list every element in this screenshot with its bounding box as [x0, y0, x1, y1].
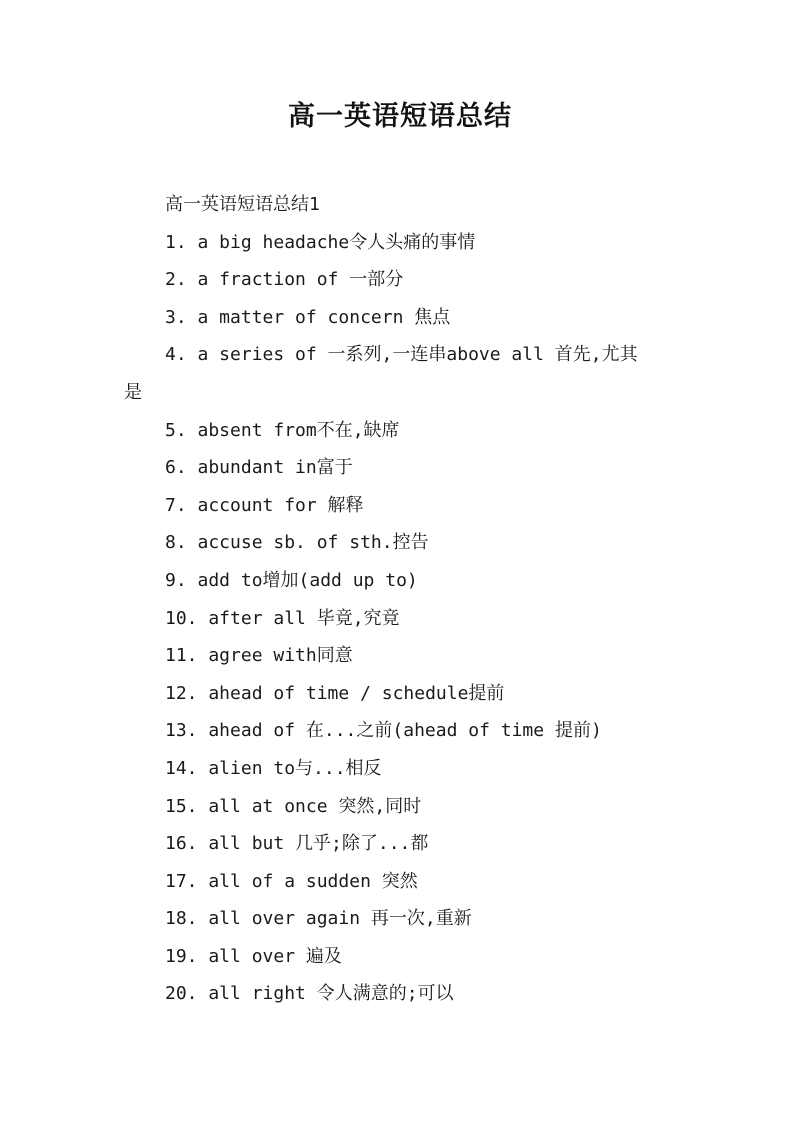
phrase-line: 2. a fraction of 一部分: [165, 269, 404, 291]
phrase-line: 4. a series of 一系列,一连串above all 首先,尤其: [165, 344, 638, 366]
phrase-line: 19. all over 遍及: [165, 945, 342, 967]
phrase-line: 16. all but 几乎;除了...都: [165, 833, 429, 855]
phrase-line: 12. ahead of time / schedule提前: [165, 682, 505, 704]
phrase-line: 11. agree with同意: [165, 645, 353, 667]
document-body: [0, 186, 800, 1013]
phrase-line: 8. accuse sb. of sth.控告: [165, 532, 429, 554]
phrase-line: 3. a matter of concern 焦点: [165, 306, 451, 328]
phrase-line: 1. a big headache令人头痛的事情: [165, 231, 476, 253]
phrase-line: 5. absent from不在,缺席: [165, 419, 400, 441]
phrase-line: 20. all right 令人满意的;可以: [165, 983, 454, 1005]
phrase-line: 15. all at once 突然,同时: [165, 795, 422, 817]
phrase-line-continuation: 是: [124, 381, 142, 403]
phrase-line: 18. all over again 再一次,重新: [165, 908, 472, 930]
phrase-line: 13. ahead of 在...之前(ahead of time 提前): [165, 720, 602, 742]
phrase-line: 7. account for 解释: [165, 494, 364, 516]
phrase-line: 14. alien to与...相反: [165, 757, 382, 779]
phrase-line: 17. all of a sudden 突然: [165, 870, 418, 892]
document-title: 高一英语短语总结: [288, 101, 512, 132]
phrase-line: 9. add to增加(add up to): [165, 569, 418, 591]
phrase-line: 10. after all 毕竟,究竟: [165, 607, 400, 629]
section-heading: 高一英语短语总结1: [165, 194, 320, 215]
phrase-line: 6. abundant in富于: [165, 457, 353, 479]
